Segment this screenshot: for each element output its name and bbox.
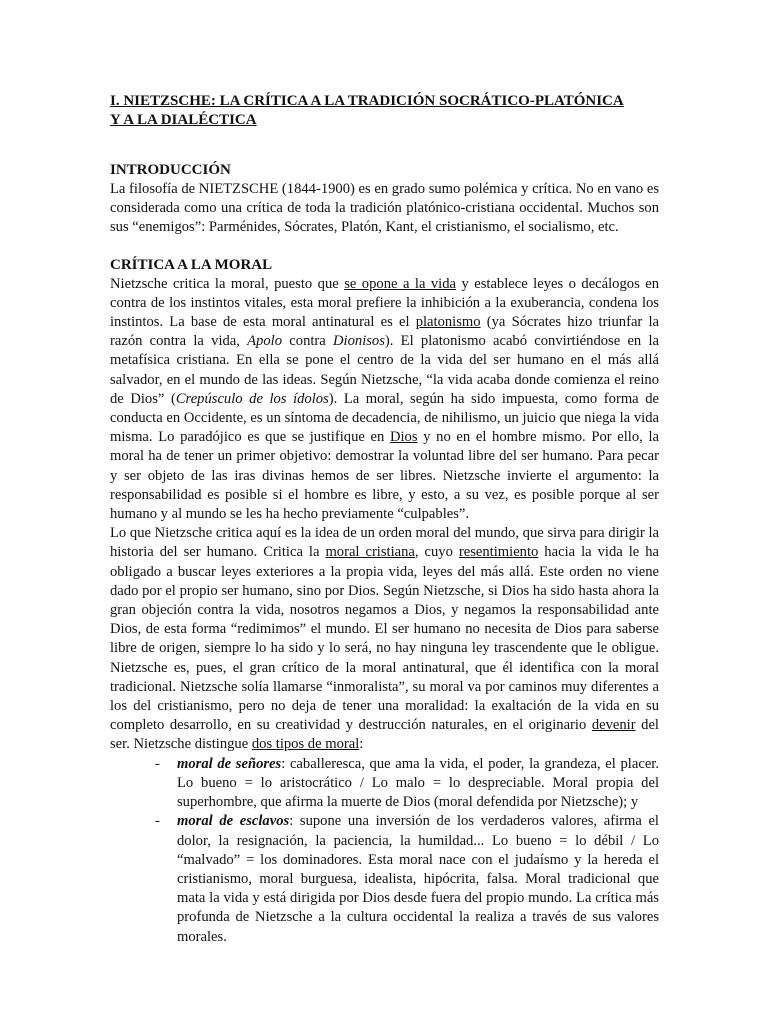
underlined-text: dos tipos de moral	[251, 736, 360, 753]
list-dash: -	[155, 755, 160, 772]
text-run: contra	[282, 333, 334, 350]
title-line-1: I. NIETZSCHE: LA CRÍTICA A LA TRADICIÓN SOCRÁTICO-PLATÓNICA	[110, 93, 624, 109]
text-run: ). El platonismo acabó convirtiéndose en la metafísica cristiana. En ella se pone el centro de la vida del ser humano en el más allá salvador, en el mundo de las ideas. Según Nietzsche, “la vida acaba donde comienza el reino de Dios” (	[110, 333, 659, 407]
intro-heading: INTRODUCCIÓN	[110, 162, 231, 178]
list-text: : caballeresca, que ama la vida, el poder, la grandeza, el placer. Lo bueno = lo aristocrático / Lo malo = lo despreciable. Moral propia del superhombre, que afirma la muerte de Dios (moral defendida por Nietzsche); y	[177, 755, 659, 811]
underlined-text: moral cristiana	[325, 544, 415, 561]
underlined-text: resentimiento	[458, 544, 539, 561]
list-text: : supone una inversión de los verdaderos valores, afirma el dolor, la resignación, la paciencia, la humildad... Lo bueno = lo débil / Lo “malvado” = los dominadores. Esta moral nace con el judaísmo y la hereda el cristianismo, moral burguesa, idealista, hipócrita, falsa. Moral tradicional que mata la vida y está dirigida por Dios desde fuera del propio mundo. La crítica más profunda de Nietzsche a la cultura occidental la realiza a través de sus valores morales.	[177, 813, 659, 945]
text-run: ). La moral, según ha sido impuesta, como forma de conducta en Occidente, es un síntoma de decadencia, de nihilismo, un juicio que niega la vida misma. Lo paradójico es que se justifique en	[110, 390, 659, 446]
underlined-text: se opone a la vida	[344, 275, 457, 292]
moral-heading: CRÍTICA A LA MORAL	[110, 256, 273, 273]
list-item	[110, 755, 659, 813]
text-run: (ya Sócrates hizo triunfar la razón contra la vida,	[110, 314, 659, 350]
underlined-text: devenir	[591, 717, 636, 734]
title-line-2: Y A LA DIALÉCTICA	[110, 112, 257, 128]
section-gap	[110, 238, 659, 256]
italic-text: Dionisos	[333, 333, 385, 350]
moral-paragraph-2	[110, 524, 659, 754]
text-run: Lo que Nietzsche critica aquí es la idea de un orden moral del mundo, que sirva para dirigir la historia del ser humano. Critica la	[110, 525, 659, 561]
text-run: :	[359, 736, 364, 753]
italic-text: Crepúsculo de los ídolos	[175, 390, 329, 407]
document-body	[110, 92, 659, 947]
text-run: y no en el hombre mismo. Por ello, la moral ha de tener un primer objetivo: demostrar la voluntad libre del ser humano. Para pecar y ser objeto de las iras divinas hemos de ser libres. Nietzsche invierte el argumento: la responsabilidad es posible si el hombre es libre, y esto, a su vez, es posible porque al ser humano y al mundo se les ha hecho previamente “culpables”.	[110, 429, 659, 523]
list-dash: -	[155, 813, 160, 830]
text-run: y establece leyes o decálogos en contra de los instintos vitales, esta moral prefiere la inhibición a la exuberancia, condena los instintos. La base de esta moral antinatural es el	[110, 275, 659, 331]
list-term: moral de esclavos	[177, 813, 290, 830]
text-run: Nietzsche critica la moral, puesto que	[110, 275, 345, 292]
italic-text: Apolo	[247, 333, 283, 350]
moral-types-list	[110, 755, 659, 947]
intro-paragraph: La filosofía de NIETZSCHE (1844-1900) es en grado sumo polémica y crítica. No en vano es considerada como una crítica de toda la tradición platónico-cristiana occidental. Muchos son sus “enemigos”: Parménides, Sócrates, Platón, Kant, el cristianismo, el socialismo, etc.	[110, 181, 659, 236]
text-run: hacia la vida le ha obligado a buscar leyes exteriores a la propia vida, leyes del más allá. Este orden no viene dado por el propio ser humano, sino por Dios. Según Nietzsche, si Dios ha sido hasta ahora la gran objeción contra la vida, nosotros negamos a Dios, y negamos la responsabilidad ante Dios, de esta forma “redimimos” el mundo. El ser humano no necesita de Dios para saberse libre de origen, siempre lo ha sido y lo será, no hay ninguna ley trascendente que le obligue. Nietzsche es, pues, el gran crítico de la moral antinatural, que él identifica con la moral tradicional. Nietzsche solía llamarse “inmoralista”, su moral va por caminos muy diferentes a los del cristianismo, pero no deja de tener una moralidad: la exaltación de la vida en su completo desarrollo, en su creatividad y destrucción naturales, en el originario	[110, 544, 659, 734]
moral-paragraph-1	[110, 275, 659, 525]
underlined-text: Dios	[389, 429, 418, 446]
underlined-text: platonismo	[415, 314, 481, 331]
text-run: , cuyo	[414, 544, 459, 561]
list-item	[110, 812, 659, 946]
list-term: moral de señores	[177, 755, 282, 772]
title-spacer	[110, 130, 659, 161]
text-run: del ser. Nietzsche distingue	[110, 717, 659, 753]
page-title	[110, 92, 659, 130]
